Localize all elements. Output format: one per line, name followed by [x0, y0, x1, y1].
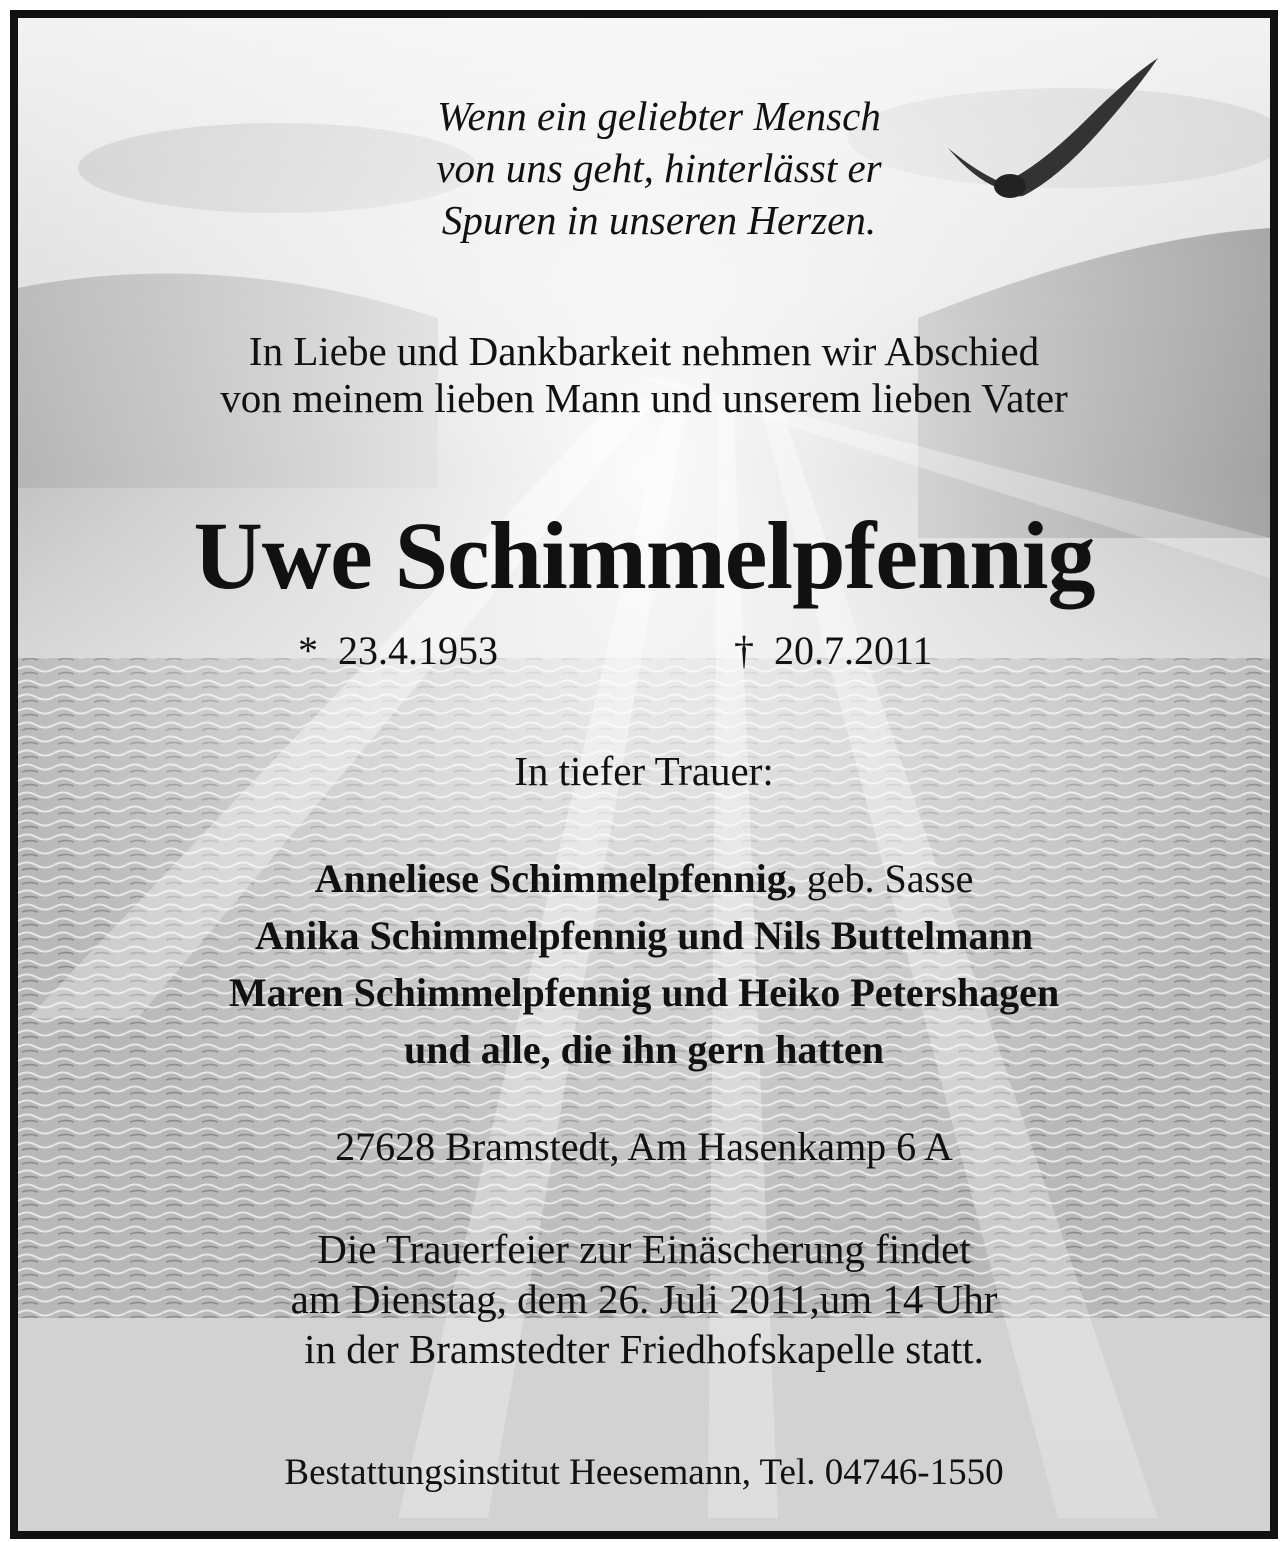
memorial-quote — [33, 90, 1278, 246]
death-date-value: 20.7.2011 — [774, 628, 933, 673]
mourner-line: Anika Schimmelpfennig und Nils Buttelmann — [255, 913, 1033, 958]
cross-icon: † — [734, 628, 754, 673]
birth-date — [298, 626, 498, 676]
quote-line: von uns geht, hinterlässt er — [436, 145, 882, 191]
mourner-maiden-name: geb. Sasse — [806, 856, 974, 901]
mourner-line: Maren Schimmelpfennig und Heiko Petershagen — [228, 970, 1060, 1015]
mourners-list — [18, 850, 1270, 1078]
mourner-line — [18, 850, 1270, 907]
ceremony-line: in der Bramstedter Friedhofskapelle statt. — [304, 1326, 984, 1372]
farewell-intro — [18, 328, 1270, 422]
intro-line: In Liebe und Dankbarkeit nehmen wir Abschied — [248, 328, 1040, 374]
mourner-line: und alle, die ihn gern hatten — [403, 1027, 885, 1072]
quote-line: Wenn ein geliebter Mensch — [437, 93, 881, 139]
mourning-heading: In tiefer Trauer: — [514, 748, 774, 794]
mourner-name: Anneliese Schimmelpfennig, — [314, 856, 797, 901]
death-date — [734, 626, 933, 676]
family-address: 27628 Bramstedt, Am Hasenkamp 6 A — [335, 1124, 953, 1169]
ceremony-notice — [18, 1224, 1270, 1374]
obituary-card — [10, 10, 1278, 1539]
ceremony-line: Die Trauerfeier zur Einäscherung findet — [317, 1226, 971, 1272]
funeral-home: Bestattungsinstitut Heesemann, Tel. 04746-1550 — [284, 1452, 1004, 1493]
birth-symbol: * — [298, 628, 318, 673]
quote-line: Spuren in unseren Herzen. — [441, 197, 877, 243]
ceremony-line: am Dienstag, dem 26. Juli 2011,um 14 Uhr — [290, 1276, 998, 1322]
deceased-name: Uwe Schimmelpfennig — [193, 502, 1095, 609]
intro-line: von meinem lieben Mann und unserem lieben Vater — [220, 375, 1068, 421]
birth-date-value: 23.4.1953 — [338, 628, 498, 673]
